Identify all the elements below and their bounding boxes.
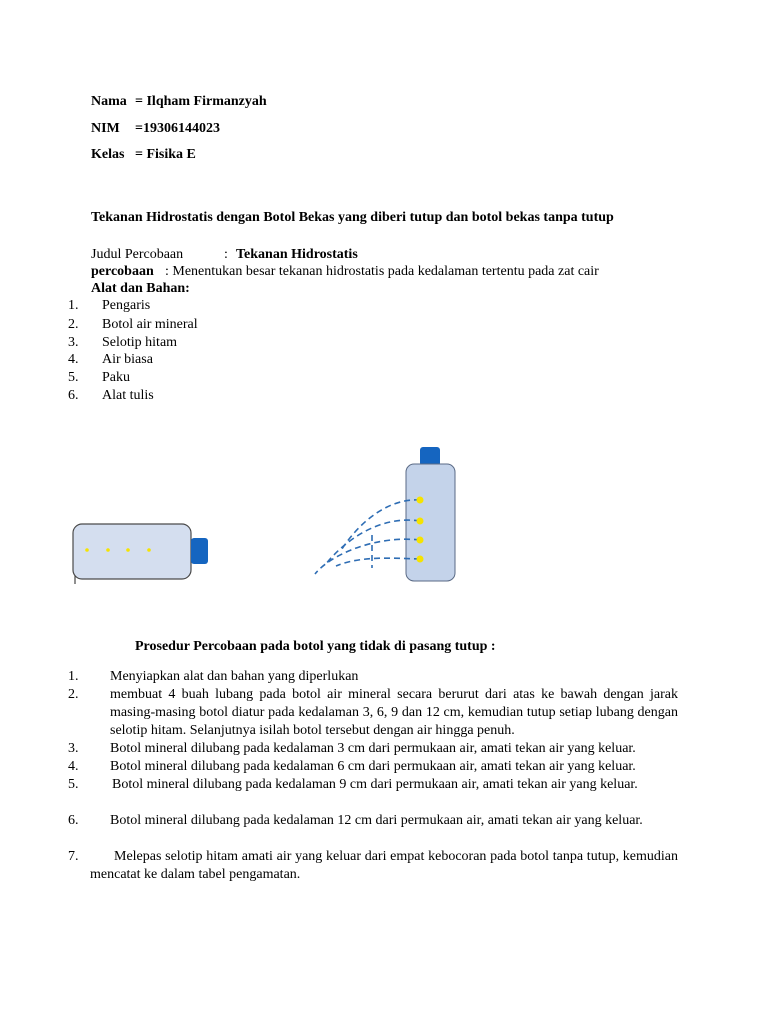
list-number: 4. — [68, 759, 79, 774]
list-text: Menyiapkan alat dan bahan yang diperlukan — [110, 669, 359, 684]
kelas-label: Kelas — [91, 147, 125, 162]
bottle-body-vertical — [406, 464, 455, 581]
bottle-hole — [417, 537, 424, 544]
list-text: membuat 4 buah lubang pada botol air mineral secara berurut dari atas ke bawah dengan jarak masing-masing botol diatur pada kedalaman 3, 6, 9 dan 12 cm, kemudian tutup setiap lubang dengan selotip hitam. Selanjutnya isilah botol tersebut dengan air hingga penuh. — [110, 687, 678, 738]
list-text: Pengaris — [102, 298, 151, 313]
bottle-hole — [417, 556, 424, 563]
document-title: Tekanan Hidrostatis dengan Botol Bekas yang diberi tutup dan botol bekas tanpa tutup — [91, 210, 614, 225]
list-number: 5. — [68, 777, 79, 792]
water-stream-1 — [340, 500, 420, 552]
bottle-hole — [417, 497, 424, 504]
bottle-cap-vertical — [420, 447, 440, 466]
tujuan-value: : Menentukan besar tekanan hidrostatis pada kedalaman tertentu pada zat cair — [165, 264, 599, 279]
judul-label: Judul Percobaan — [91, 247, 184, 262]
nama-label: Nama — [91, 94, 127, 109]
list-text: Botol mineral dilubang pada kedalaman 12 cm dari permukaan air, amati tekan air yang keluar. — [110, 813, 643, 828]
list-number: 7. — [68, 849, 79, 864]
list-text: Botol air mineral — [102, 317, 198, 332]
nim-label: NIM — [91, 121, 120, 136]
list-text: Selotip hitam — [102, 335, 178, 350]
water-stream-3 — [315, 539, 420, 574]
list-text: Alat tulis — [102, 388, 154, 403]
alat-heading: Alat dan Bahan: — [91, 281, 190, 296]
prosedur-heading: Prosedur Percobaan pada botol yang tidak di pasang tutup : — [135, 639, 496, 654]
nim-value: =19306144023 — [135, 121, 220, 136]
list-number: 2. — [68, 687, 79, 702]
bottle-hole — [147, 548, 151, 552]
judul-value: Tekanan Hidrostatis — [236, 247, 358, 262]
tujuan-label: percobaan — [91, 264, 154, 279]
list-number: 6. — [68, 813, 79, 828]
list-text: Air biasa — [102, 352, 153, 367]
list-text: Paku — [102, 370, 130, 385]
kelas-value: = Fisika E — [135, 147, 196, 162]
list-text: Botol mineral dilubang pada kedalaman 9 cm dari permukaan air, amati tekan air yang keluar. — [112, 777, 638, 792]
bottle-body-horizontal — [73, 524, 191, 579]
vertical-bottle-illustration — [315, 447, 455, 581]
list-text: Melepas selotip hitam amati air yang keluar dari empat kebocoran pada botol tanpa tutup, kemudian mencatat ke dalam tabel pengamatan. — [90, 849, 678, 882]
bottle-hole — [417, 518, 424, 525]
list-number: 1. — [68, 298, 79, 313]
bottle-hole — [126, 548, 130, 552]
list-number: 2. — [68, 317, 79, 332]
list-number: 3. — [68, 335, 79, 350]
water-streams — [315, 500, 420, 574]
list-number: 5. — [68, 370, 79, 385]
bottle-hole — [85, 548, 89, 552]
list-number: 1. — [68, 669, 79, 684]
water-stream-2 — [325, 520, 420, 565]
horizontal-bottle-illustration — [73, 524, 208, 584]
bottle-hole — [106, 548, 110, 552]
judul-separator: : — [224, 247, 228, 262]
list-text: Botol mineral dilubang pada kedalaman 6 cm dari permukaan air, amati tekan air yang keluar. — [110, 759, 636, 774]
list-number: 3. — [68, 741, 79, 756]
list-number: 4. — [68, 352, 79, 367]
list-text: Botol mineral dilubang pada kedalaman 3 cm dari permukaan air, amati tekan air yang keluar. — [110, 741, 636, 756]
water-stream-4 — [336, 558, 420, 566]
bottle-cap-horizontal — [191, 538, 208, 564]
list-number: 6. — [68, 388, 79, 403]
nama-value: = Ilqham Firmanzyah — [135, 94, 267, 109]
